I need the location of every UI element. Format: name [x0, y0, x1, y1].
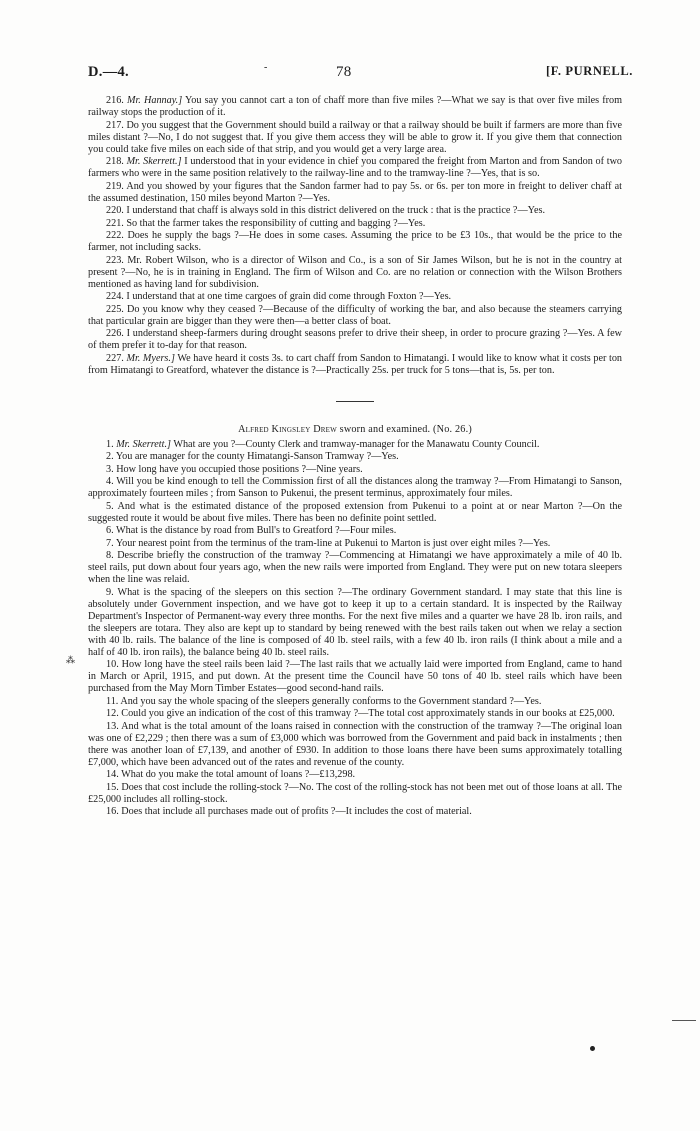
question-paragraph	[88, 525, 622, 537]
question-number: 15.	[106, 781, 119, 793]
question-number: 222.	[106, 230, 124, 241]
question-answer-text: You are manager for the county Himatangi-Sanson Tramway ?—Yes.	[115, 451, 399, 462]
question-answer-text: I understood that in your evidence in chief you compared the freight from Marton and from Sandon of two farmers who were in the same position relatively to the railway-line and to the tramway-line ?—Yes, that is so.	[88, 156, 623, 179]
question-number: 3.	[106, 463, 114, 475]
question-paragraph	[88, 353, 622, 377]
question-number: 226.	[106, 328, 124, 339]
question-number: 9.	[106, 586, 114, 598]
question-number: 10.	[106, 659, 119, 670]
question-number: 224.	[106, 291, 124, 302]
question-paragraph	[88, 181, 622, 205]
witness-name: Alfred Kingsley Drew	[238, 423, 337, 435]
question-number: 4.	[106, 476, 114, 487]
question-number: 2.	[106, 451, 114, 462]
question-answer-text: Does that cost include the rolling-stock ?—No. The cost of the rolling-stock has not been met out of those loans at all. The £25,000 includes all rolling-stock.	[88, 781, 622, 805]
question-number: 11.	[106, 695, 119, 707]
question-paragraph	[88, 451, 622, 463]
question-paragraph	[88, 659, 622, 695]
question-number: 12.	[106, 708, 119, 719]
question-number: 7.	[106, 537, 114, 549]
question-answer-text: I understand sheep-farmers during drought seasons prefer to drive their sheep, in order to procure grazing ?—Yes. A few of them prefer it to-day for that reason.	[88, 328, 622, 351]
question-paragraph	[88, 230, 622, 254]
question-paragraph	[88, 291, 622, 303]
question-number: 216.	[106, 95, 124, 106]
question-number: 8.	[106, 550, 114, 561]
question-answer-text: What do you make the total amount of loans ?—£13,298.	[121, 769, 356, 780]
question-number: 223.	[106, 254, 124, 266]
question-number: 14.	[106, 769, 119, 780]
question-answer-text: Describe briefly the construction of the tramway ?—Commencing at Himatangi we have approximately a mile of 40 lb. steel rails, put down about four years ago, when the new rails were imported from England. They were put on new totara sleepers when the line was relaid.	[88, 550, 623, 585]
question-paragraph	[88, 156, 622, 180]
speaker-name: Mr. Skerrett.]	[116, 438, 171, 450]
testimony-section-purnell	[88, 95, 622, 377]
question-paragraph	[88, 205, 622, 217]
question-answer-text: I understand that at one time cargoes of grain did come through Foxton ?—Yes.	[126, 291, 452, 302]
question-answer-text: Does that include all purchases made out of profits ?—It includes the cost of material.	[121, 806, 472, 817]
speaker-name: Mr. Myers.]	[126, 352, 175, 364]
question-paragraph	[88, 218, 622, 230]
question-number: 5.	[106, 500, 114, 512]
question-answer-text: So that the farmer takes the responsibility of cutting and bagging ?—Yes.	[126, 217, 426, 229]
question-paragraph	[88, 708, 622, 720]
page-number: 78	[336, 64, 352, 80]
question-number: 221.	[106, 217, 124, 229]
question-answer-text: What is the distance by road from Bull's to Greatford ?—Four miles.	[116, 525, 397, 536]
question-answer-text: I understand that chaff is always sold in this district delivered on the truck : that is the practice ?—Yes.	[126, 205, 546, 216]
question-answer-text: And what is the estimated distance of the proposed extension from Pukenui to a point at or near Marton ?—On the suggested route it would be about five miles. There has been no definite point settled.	[88, 500, 622, 524]
margin-annotation: ⁂	[66, 655, 75, 665]
document-body	[88, 95, 622, 819]
question-answer-text: Mr. Robert Wilson, who is a director of Wilson and Co., is a son of Sir James Wilson, but he is not in the country at present ?—No, he is in training in England. The firm of Wilson and Co. are no relation or connection with the Wilson Brothers mentioned as having land for subdivision.	[88, 254, 622, 290]
question-paragraph	[88, 550, 622, 586]
question-number: 6.	[106, 525, 114, 536]
question-paragraph	[88, 255, 622, 291]
question-paragraph	[88, 464, 622, 476]
question-number: 218.	[106, 156, 124, 167]
question-answer-text: What are you ?—County Clerk and tramway-manager for the Manawatu County Council.	[170, 438, 540, 450]
question-paragraph	[88, 501, 622, 525]
question-number: 1.	[106, 438, 114, 450]
question-answer-text: And you showed by your figures that the Sandon farmer had to pay 5s. or 6s. per ton more in freight to deliver chaff at the assumed destination, 150 miles beyond Marton ?—Yes.	[88, 180, 623, 204]
question-answer-text: Do you know why they ceased ?—Because of the difficulty of working the bar, and also because the steamers carrying that particular grain are bigger than they were then—a better class of boat.	[88, 303, 623, 327]
speaker-name: Mr. Hannay.]	[126, 95, 183, 106]
question-paragraph	[88, 476, 622, 500]
question-number: 16.	[106, 806, 119, 817]
header-mark: -	[264, 62, 268, 73]
question-paragraph	[88, 696, 622, 708]
question-paragraph	[88, 587, 622, 659]
question-paragraph	[88, 806, 622, 818]
witness-heading-rest: sworn and examined. (No. 26.)	[336, 423, 472, 435]
question-answer-text: Will you be kind enough to tell the Commission first of all the distances along the tramway ?—From Himatangi to Sanson, approximately fourteen miles ; from Sanson to Pukenui, the present terminus, approximately four miles.	[88, 476, 622, 499]
question-answer-text: How long have you occupied those positions ?—Nine years.	[116, 463, 363, 475]
question-answer-text: Do you suggest that the Government should build a railway or that a railway should be built if farmers are more than five miles distant ?—No, I do not suggest that. If you give them access they will be able to grow it. If you give them that connection you could take five miles on each side of that strip, and you would get a very large area.	[88, 119, 623, 155]
section-divider	[336, 401, 374, 402]
question-number: 227.	[106, 352, 124, 364]
question-number: 220.	[106, 205, 124, 216]
question-paragraph	[88, 538, 622, 550]
question-answer-text: What is the spacing of the sleepers on this section ?—The ordinary Government standard. I may state that this line is absolutely under Government inspection, and we have got to keep it up to a certain standard. It is inspected by the Railway Department's Inspector of Permanent-way every three months. For the next five miles and a quarter we have 28 lb. iron rails, and the sleepers are totara. They also are kept up to standard by being renewed with the best rails taken out when we relay a section with 40 lb. rails. The balance of the line is composed of 40 lb. steel rails, with a few 40 lb. iron rails (I think about a mile and a half of 40 lb. iron rails), the balance being 40 lb. steel rails.	[88, 586, 622, 658]
question-answer-text: How long have the steel rails been laid ?—The last rails that we actually laid were imported from England, came to hand in March or April, 1915, and put down. At the present time the Council have 50 tons of 40 lb. steel rails which have been purchased from the May Morn Timber Estates—good second-hand rails.	[88, 659, 623, 694]
question-paragraph	[88, 304, 622, 328]
ink-dot	[590, 1046, 595, 1051]
question-number: 217.	[106, 119, 124, 131]
question-paragraph	[88, 769, 622, 781]
question-number: 13.	[106, 720, 119, 732]
question-answer-text: You say you cannot cart a ton of chaff more than five miles ?—What we say is that over five miles from railway stops the production of it.	[88, 95, 622, 118]
question-number: 219.	[106, 180, 124, 192]
question-answer-text: Could you give an indication of the cost of this tramway ?—The total cost approximately stands in our books at £25,000.	[121, 708, 615, 719]
question-number: 225.	[106, 303, 124, 315]
question-answer-text: We have heard it costs 3s. to cart chaff from Sandon to Himatangi. I would like to know what it costs per ton from Himatangi to Greatford, whatever the distance is ?—Practically 25s. per truck for 5 tons—that is, 5s. per ton.	[88, 352, 623, 376]
report-reference: D.—4.	[88, 64, 129, 80]
question-paragraph	[88, 120, 622, 156]
question-answer-text: Your nearest point from the terminus of the tram-line at Pukenui to Marton is just over eight miles ?—Yes.	[115, 537, 551, 549]
question-paragraph	[88, 721, 622, 769]
question-paragraph	[88, 439, 622, 451]
speaker-name: Mr. Skerrett.]	[126, 156, 182, 167]
question-paragraph	[88, 95, 622, 119]
question-paragraph	[88, 782, 622, 806]
testimony-section-drew	[88, 439, 622, 819]
margin-dash	[672, 1020, 696, 1021]
witness-heading	[88, 424, 622, 436]
question-answer-text: And what is the total amount of the loans raised in connection with the construction of the tramway ?—The original loan was one of £2,229 ; then there was a sum of £3,000 which was borrowed from the Government and paid back in instalments ; then there was another loan of £7,139, and another of £930. In addition to those loans there have been sums approximately totalling £7,000, which have been advanced out of the rates and revenue of the county.	[88, 720, 622, 768]
page-header	[88, 64, 633, 84]
question-answer-text: Does he supply the bags ?—He does in some cases. Assuming the price to be £3 10s., that would be the price to the farmer, not including sacks.	[88, 230, 622, 253]
question-answer-text: And you say the whole spacing of the sleepers generally conforms to the Government standard ?—Yes.	[120, 695, 542, 707]
witness-name-header: [F. PURNELL.	[546, 64, 633, 78]
question-paragraph	[88, 328, 622, 352]
